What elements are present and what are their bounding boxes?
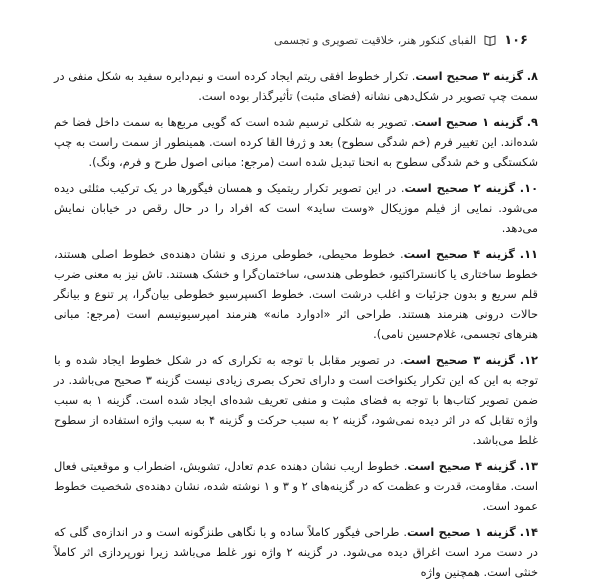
item-answer: گزینه ۴ صحیح است	[407, 459, 516, 473]
answer-item	[54, 66, 538, 106]
answer-item	[54, 456, 538, 516]
item-number: ۱۰.	[519, 181, 539, 195]
item-explanation: . تصویر به شکلی ترسیم شده است که گویی مربع‌ها به سمت داخل فضا خم شده‌اند. این تغییر فرم (خم شدگی سطوح) بعد و ژرفا القا کرده است. همینطور از سمت راست به چپ شکستگی و خم شدگی سطوح به انحنا تبدیل شده است (مرجع: مبانی اصول طرح و فرم، ونگ).	[54, 115, 538, 169]
item-answer: گزینه ۱ صحیح است	[407, 525, 516, 539]
answer-item	[54, 178, 538, 238]
answer-list	[54, 66, 538, 588]
item-number: ۱۱.	[519, 247, 539, 261]
item-answer: گزینه ۴ صحیح است	[403, 247, 515, 261]
header-title: الفبای کنکور هنر، خلاقیت تصویری و تجسمی	[274, 33, 477, 47]
answer-item	[54, 522, 538, 582]
answer-item	[54, 112, 538, 172]
page-number: ۱۰۶	[504, 32, 528, 48]
answer-item	[54, 244, 538, 344]
item-number: ۱۳.	[519, 459, 539, 473]
item-explanation: . در این تصویر تکرار ریتمیک و همسان فیگورها در یک ترکیب مثلثی دیده می‌شود. نمایی از فیلم موزیکال «وست ساید» است که افراد را در حال رقص در خیابان نمایش می‌دهد.	[54, 181, 538, 235]
item-answer: گزینه ۲ صحیح است	[404, 181, 516, 195]
item-explanation: . خطوط محیطی، خطوطی مرزی و نشان دهنده‌ی خطوط اصلی هستند، خطوط ساختاری یا کانستراکتیو، خطوطی هندسی، ساختمان‌گرا و خشک هستند. تاش نیز به معنی ضرب قلم سریع و بدون جزئیات و اغلب درشت است. خطوط اکسپرسیو خطوطی بیان‌گرا، پر تنوع و بیانگر حالات درونی هنرمند هستند. طراحی اثر «ادوارد مانه» هنرمند امپرسیونیسم است (مرجع: مبانی هنرهای تجسمی، غلام‌حسین نامی).	[54, 247, 538, 341]
item-number: ۹.	[526, 115, 538, 129]
item-answer: گزینه ۱ صحیح است	[414, 115, 523, 129]
item-explanation: . طراحی فیگور کاملاً ساده و با نگاهی طنزگونه است و در اندازه‌ی گلی که در دست مرد است اغراق دیده می‌شود. در گزینه ۲ واژه نور غلط می‌باشد زیرا نورپردازی اثر کاملاً خنثی است. همچنین واژه	[54, 525, 539, 579]
item-explanation: . در تصویر مقابل با توجه به تکراری که در شکل خطوط ایجاد شده و با توجه به این که این تکرار یکنواخت است و دارای تحرک بصری زیادی نیست گزینه ۳ صحیح می‌باشد. در ضمن تصویر کتاب‌ها با توجه به فضای مثبت و منفی تعریف شده‌ای ایجاد شده است. گزینه ۱ به سبب واژه تقابل که در اثر دیده نمی‌شود، گزینه ۲ به سبب حرکت و گزینه ۴ به سبب واژه استفاده از سطوح غلط می‌باشد.	[54, 353, 539, 447]
item-answer: گزینه ۳ صحیح است	[403, 353, 515, 367]
page-header	[60, 30, 528, 50]
item-explanation: . تکرار خطوط افقی ریتم ایجاد کرده است و نیم‌دایره سفید به شکل منفی در سمت چپ تصویر در شکل‌دهی نشانه (فضای مثبت) تأثیرگذار بوده است.	[54, 69, 538, 103]
book-icon	[484, 34, 496, 46]
answer-item	[54, 350, 538, 450]
item-number: ۸.	[526, 69, 538, 83]
item-answer: گزینه ۳ صحیح است	[415, 69, 524, 83]
item-explanation: . خطوط اریب نشان دهنده عدم تعادل، تشویش، اضطراب و موقعیتی فعال است. مقاومت، قدرت و عظمت که در گزینه‌های ۲ و ۳ و ۱ نوشته شده، نشان دهنده‌ی شخصیت خطوط عمود است.	[54, 459, 539, 513]
item-number: ۱۴.	[519, 525, 538, 539]
item-number: ۱۲.	[519, 353, 539, 367]
